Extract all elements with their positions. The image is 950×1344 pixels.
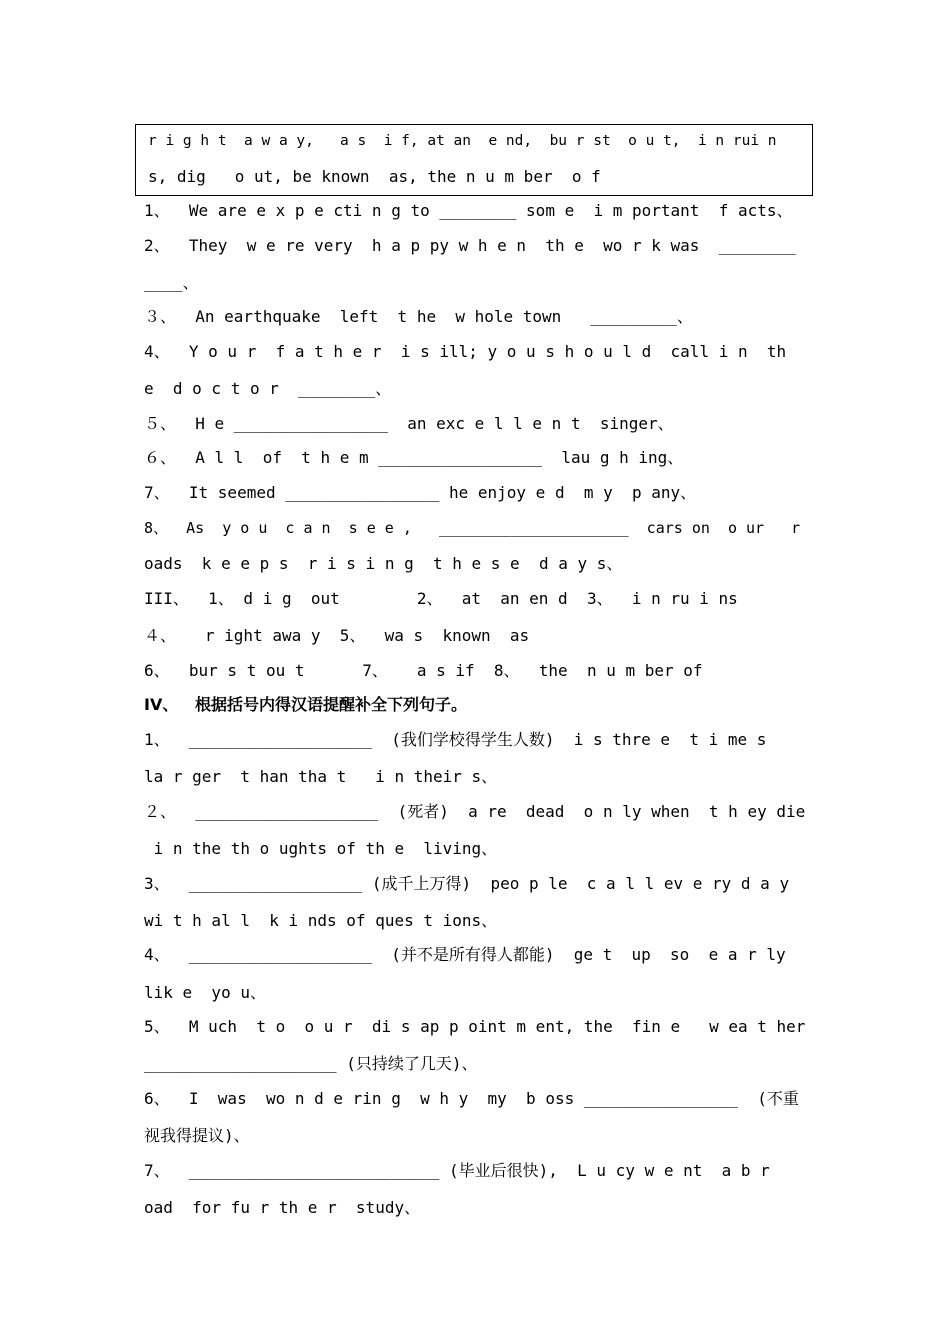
exercise-line: 5、 M uch t o o u r di s ap p oint m ent, the fin e w ea t her <box>144 1017 806 1036</box>
word-bank-line-2: s, dig o ut, be known as, the n u m ber o f <box>148 167 601 186</box>
exercise-line: 4、 Y o u r f a t h e r i s ill; y o u s h o u l d call i n th <box>144 342 787 361</box>
exercise-line: la r ger t han tha t i n their s、 <box>144 767 498 786</box>
exercise-line: e d o c t o r ________、 <box>144 379 392 398</box>
section-heading: IV、 根据括号内得汉语提醒补全下列句子。 <box>144 695 468 714</box>
exercise-line: ____________________ (只持续了几天)、 <box>144 1054 478 1073</box>
exercise-line: ３、 An earthquake left t he w hole town _________、 <box>144 307 693 326</box>
exercise-line: ５、 H e ________________ an exc e l l e n t singer、 <box>144 414 674 433</box>
exercise-line: ６、 A l l of t h e m _________________ lau g h ing、 <box>144 448 684 467</box>
exercise-line: 视我得提议)、 <box>144 1126 250 1145</box>
exercise-line: 4、 ___________________ (并不是所有得人都能) ge t up so e a r ly <box>144 945 786 964</box>
exercise-line: 1、 ___________________ (我们学校得学生人数) i s thre e t i me s <box>144 730 767 749</box>
exercise-line: 1、 We are e x p e cti n g to ________ som e i m portant f acts、 <box>144 201 793 220</box>
exercise-line: ２、 ___________________ (死者) a re dead o n ly when t h ey die <box>144 802 806 821</box>
exercise-line: i n the th o ughts of th e living、 <box>144 839 498 858</box>
word-bank-box <box>135 124 813 196</box>
word-bank-line-1: r i g h t a w a y, a s i f, at an e nd, bu r st o u t, i n rui n <box>148 133 777 149</box>
exercise-line: 7、 __________________________ (毕业后很快), L u cy w e nt a b r <box>144 1161 770 1180</box>
exercise-line: lik e yo u、 <box>144 983 266 1002</box>
exercise-line: 6、 I was wo n d e rin g w h y my b oss ________________ (不重 <box>144 1089 799 1108</box>
answer-line: III、 1、 d i g out 2、 at an en d 3、 i n ru i ns <box>144 589 738 608</box>
answer-line: 6、 bur s t ou t 7、 a s if 8、 the n u m ber of <box>144 661 703 680</box>
exercise-line: 8、 As y o u c a n s e e , _____________________ cars on o ur r <box>144 519 801 537</box>
exercise-line: 3、 __________________ (成千上万得) peo p le c a l l ev e ry d a y <box>144 874 790 893</box>
exercise-line: 2、 They w e re very h a p py w h e n th e wo r k was ________ <box>144 236 796 255</box>
exercise-line: wi t h al l k i nds of ques t ions、 <box>144 911 498 930</box>
exercise-line: oads k e e p s r i s i n g t h e s e d a y s、 <box>144 554 623 573</box>
exercise-line: ____、 <box>144 273 199 292</box>
exercise-line: 7、 It seemed ________________ he enjoy e d m y p any、 <box>144 483 697 502</box>
answer-line: ４、 r ight awa y 5、 wa s known as <box>144 626 530 645</box>
exercise-line: oad for fu r th e r study、 <box>144 1198 421 1217</box>
